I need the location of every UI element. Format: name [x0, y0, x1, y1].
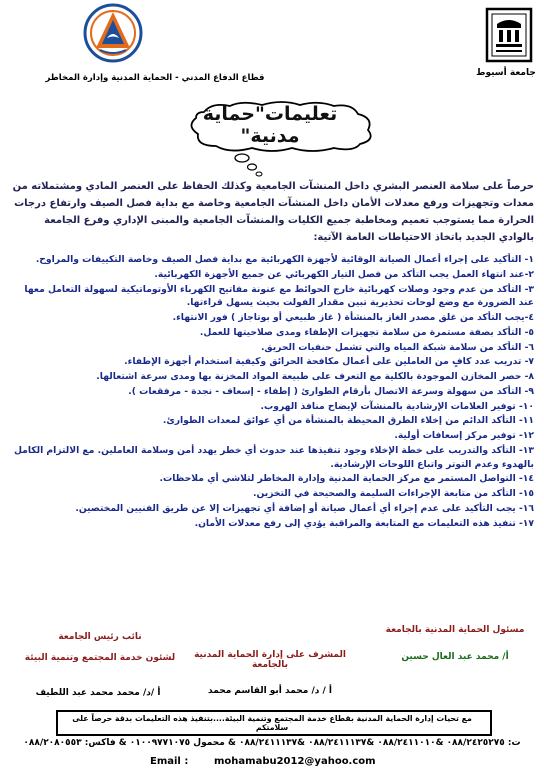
contact-numbers: ت: ٠٨٨/٢٤٢٥٢٧٥ &٠٨٨/٢٤١١٠١٠ &٠٨٨/٢٤١١١٣٧ &٠٨٨/٢٤١١١٣٧ & محمول ٠١٠٠٩٧٧١٠٧٥ & فاكس: ٠٨٨/٢٠٨٠٥٥٣: [23, 738, 521, 748]
list-item: ١- التأكيد على إجراء أعمال الصيانة الوقائية لأجهزة الكهربائية مع بداية فصل الصيف وخاصة التكييفات والمراوح.: [35, 254, 534, 265]
list-item: ٩- التأكد من سهولة وسرعة الاتصال بأرقام الطوارئ ( إطفاء - إسعاف - نجدة - مرفقعات ).: [128, 385, 534, 397]
signature-left-subtitle: لشئون خدمة المجتمع وتنمية البيئة: [24, 653, 176, 663]
page-title: تعليمات"حماية مدنية": [202, 103, 338, 147]
email-address: mohamabu2012@yahoo.com: [214, 756, 376, 767]
signature-middle-title: المشرف على إدارة الحماية المدنية بالجامعة: [194, 650, 346, 670]
list-item: ٨- حصر المخازن الموجودة بالكلية مع التعرف على طبيعة المواد المخزنة بها ومدى سرعة اشتعالها.: [96, 371, 534, 383]
signature-right-name: أ/ محمد عبد العال حسين: [401, 652, 509, 662]
signature-left-title: نائب رئيس الجامعة: [58, 632, 142, 642]
list-item: ٣- التأكد من عدم وجود وصلات كهربائية خارج الحوائط مع عنونة مفاتيح الكهرباء الأوتوماتيكية لسهولة التعامل معها عند الضرورة مع وضع لوحات تحذيرية تبين مقدار الفولت بحيث يسهل قراءتها.: [24, 283, 534, 309]
list-item: ٢-عند انتهاء العمل يجب التأكد من فصل التيار الكهربائي عن جميع الأجهزة الكهربائية.: [154, 268, 534, 280]
list-item: ٦- التأكد من سلامة شبكة المياه والتي تشمل حنفيات الحريق.: [260, 341, 534, 353]
list-item: ١١- التأكد الدائم من إخلاء الطرق المحيطة بالمنشأة من أي عوائق لمعدات الطوارئ.: [162, 415, 534, 427]
list-item: ١٧- تنفيذ هذه التعليمات مع المتابعة والمراقبة يؤدي إلى رفع معدلات الأمان.: [194, 517, 534, 529]
list-item: ٥- التأكد بصفة مستمرة من سلامة تجهيزات الإطفاء ومدى صلاحيتها للعمل.: [199, 326, 534, 338]
intro-paragraph: حرصاً على سلامة العنصر البشري داخل المنشآت الجامعية وكذلك الحفاظ على العنصر المادي ومشتملاته من معدات وتجهيزات ورفع معدلات الأمان داخل المنشآت الجامعية وخاصة مع بداية فصل الصيف وارتفاع درجات الحرارة مما يستوجب تعميم ومخاطبة جميع الكليات والمنشآت الجامعية والمبنى الإداري وفرع الجامعة بالوادي الجديد باتخاذ الاحتياطات العامة الآتية:: [12, 181, 534, 243]
signature-middle-name: أ / د/ محمد أبو القاسم محمد: [208, 686, 332, 696]
list-item: ٤-يجب التأكد من غلق مصدر الغاز بالمنشأة ( غاز طبيعي أو بوتاجاز ) فور الانتهاء.: [172, 311, 534, 323]
list-item: ٧- تدريب عدد كافٍ من العاملين على أعمال مكافحة الحرائق وكيفية استخدام أجهزة الإطفاء.: [124, 356, 534, 368]
list-item: ١٤- التواصل المستمر مع مركز الحماية المدنية وإدارة المخاطر لتلاشي أي ملاحظات.: [159, 473, 534, 485]
list-item: ١٢- توفير مركز إسعافات أولية.: [394, 430, 534, 442]
list-item: ١٥- التأكد من متابعة الإجراءات السليمة والصحيحة في التخزين.: [253, 488, 534, 500]
footer-box-text: مع تحيات إدارة الحماية المدنية بقطاع خدمة المجتمع وتنمية البيئة....بتنفيذ هذه التعليمات بدقة حرصاً على سلامتكم: [72, 714, 472, 732]
civil-defense-logo-icon: [82, 2, 144, 64]
instructions-list: [8, 253, 534, 531]
signature-left-name: أ /د/ محمد محمد عبد اللطيف: [35, 688, 161, 698]
list-item: ١٠- توفير العلامات الإرشادية بالمنشآت لإيضاح منافذ الهروب.: [260, 400, 534, 412]
list-item: ١٣- التأكد والتدريب على خطة الإخلاء وجود تنفيذها عند حدوث أي خطر يهدد أمن وسلامة العاملين. مع الالتزام الكامل بالهدوء وعدم التوتر واتباع اللوحات الإرشادية.: [13, 444, 534, 470]
signature-right-title: مسئول الحماية المدنية بالجامعة: [385, 625, 525, 635]
university-name: جامعة أسيوط: [476, 68, 536, 78]
email-label: Email :: [150, 756, 189, 767]
list-item: ١٦- يجب التأكيد على عدم إجراء أي أعمال صيانة أو إضافة أي تجهيزات إلا عن طريق الفنيين المختصين.: [75, 502, 534, 514]
assiut-university-logo-icon: [484, 6, 534, 64]
sector-name: قطاع الدفاع المدني - الحماية المدنية وإدارة المخاطر: [45, 73, 265, 83]
